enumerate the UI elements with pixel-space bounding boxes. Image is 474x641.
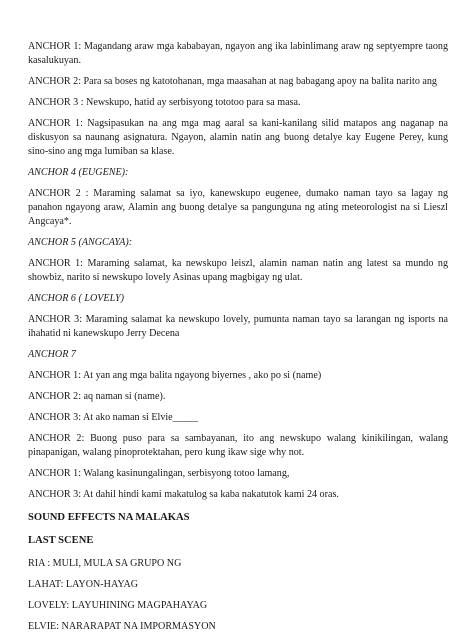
line-anchor3-closing: ANCHOR 3: At dahil hindi kami makatulog sa kaba nakatutok kami 24 oras. (28, 489, 339, 500)
document-page (28, 40, 448, 641)
line-lahat: LAHAT: LAYON-HAYAG (28, 579, 139, 590)
cue-anchor6: ANCHOR 6 ( LOVELY) (28, 293, 124, 304)
line-anchor3-signoff: ANCHOR 3: At ako naman si Elvie_____ (28, 412, 198, 423)
line-lovely: LOVELY: LAYUHINING MAGPAHAYAG (28, 600, 208, 611)
line-anchor1-closing: ANCHOR 1: Walang kasinungalingan, serbisyong totoo lamang, (28, 468, 290, 479)
line-anchor2-intro: ANCHOR 2: Para sa boses ng katotohanan, mga maasahan at nag babagang apoy na balita narito ang (28, 76, 437, 87)
line-anchor1-signoff: ANCHOR 1: At yan ang mga balita ngayong biyernes , ako po si (name) (28, 370, 322, 381)
line-anchor2-weather: ANCHOR 2 : Maraming salamat sa iyo, kanewskupo eugenee, dumako naman tayo sa lagay ng panahon ngayong araw, Alamin ang buong detalye sa pangunguna ng ating meteorologist na si Lieszl Angcaya*. (28, 188, 448, 227)
line-anchor3-sports: ANCHOR 3: Maraming salamat ka newskupo lovely, pumunta naman tayo sa larangan ng isports na ihahatid ni kanewskupo Jerry Decena (28, 314, 448, 339)
heading-sound-effects: SOUND EFFECTS NA MALAKAS (28, 512, 190, 523)
line-anchor1-showbiz: ANCHOR 1: Maraming salamat, ka newskupo leiszl, alamin naman natin ang latest sa mundo ng showbiz, narito si newskupo lovely Asinas upang magbigay ng ulat. (28, 258, 448, 283)
line-anchor2-closing: ANCHOR 2: Buong puso para sa sambayanan, ito ang newskupo walang kinikilingan, walang pinapanigan, walang pinoprotektahan, pero kung ikaw sige why not. (28, 433, 448, 458)
cue-anchor7: ANCHOR 7 (28, 349, 76, 360)
line-anchor1-greeting: ANCHOR 1: Magandang araw mga kababayan, ngayon ang ika labinlimang araw ng septyempre taong kasalukuyan. (28, 41, 448, 66)
cue-anchor4: ANCHOR 4 (EUGENE): (28, 167, 129, 178)
cue-anchor5: ANCHOR 5 (ANGCAYA): (28, 237, 133, 248)
line-elvie: ELVIE: NARARAPAT NA IMPORMASYON (28, 621, 216, 632)
line-anchor3-tagline: ANCHOR 3 : Newskupo, hatid ay serbisyong tototoo para sa masa. (28, 97, 301, 108)
line-anchor2-signoff: ANCHOR 2: aq naman si (name). (28, 391, 166, 402)
line-ria: RIA : MULI, MULA SA GRUPO NG (28, 558, 182, 569)
line-anchor1-classroom: ANCHOR 1: Nagsipasukan na ang mga mag aaral sa kani-kanilang silid matapos ang naganap na diskusyon sa naunang asignatura. Ngayon, alamin natin ang buong detalye kay Eugene Perey, kung sino-sino ang mga lumiban sa klase. (28, 118, 448, 157)
heading-last-scene: LAST SCENE (28, 535, 94, 546)
